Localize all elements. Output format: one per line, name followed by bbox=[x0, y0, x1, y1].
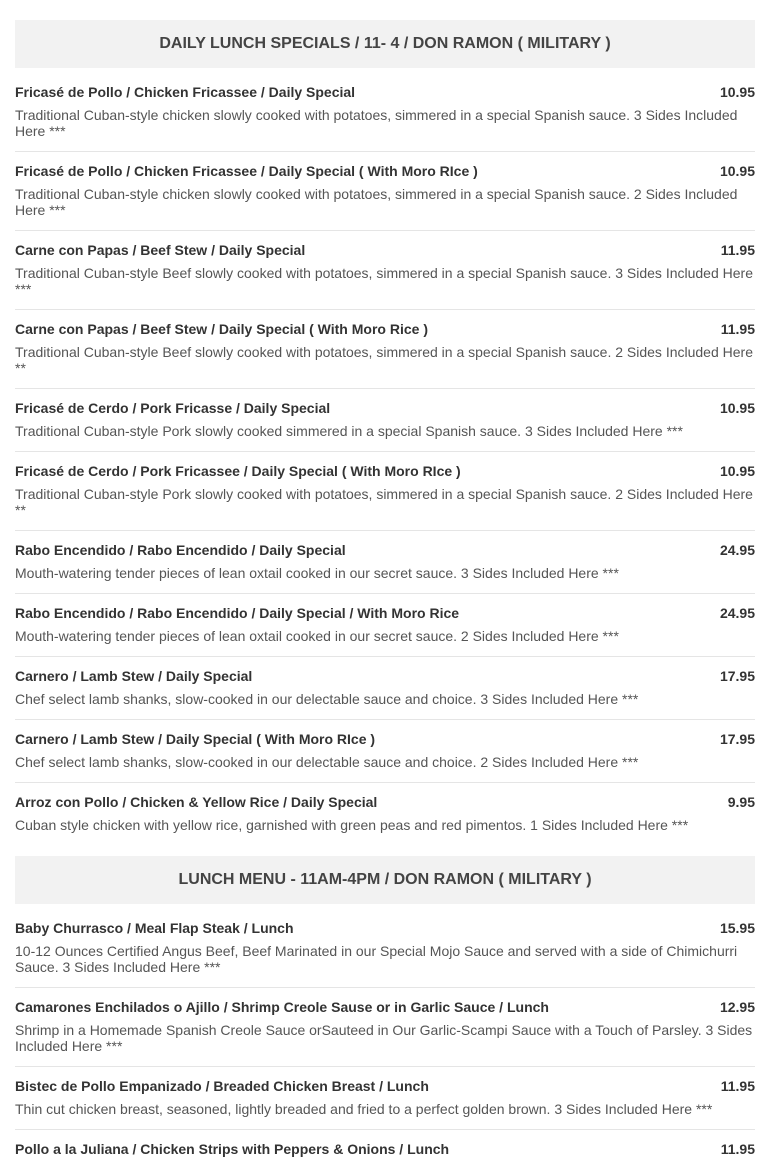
item-description: Shrimp in a Homemade Spanish Creole Sauce orSauteed in Our Garlic-Scampi Sauce with a Touch of Parsley. 3 Sides Included Here *** bbox=[15, 1022, 753, 1054]
item-name: Carne con Papas / Beef Stew / Daily Special ( With Moro Rice ) bbox=[15, 321, 428, 337]
item-description: Traditional Cuban-style Beef slowly cooked with potatoes, simmered in a special Spanish sauce. 3 Sides Included Here *** bbox=[15, 265, 753, 297]
item-name: Fricasé de Pollo / Chicken Fricassee / Daily Special bbox=[15, 84, 356, 100]
menu-page bbox=[15, 0, 755, 1161]
item-name: Rabo Encendido / Rabo Encendido / Daily Special bbox=[15, 542, 346, 558]
item-price: 17.95 bbox=[719, 731, 755, 747]
item-description: Cuban style chicken with yellow rice, garnished with green peas and red pimentos. 1 Sides Included Here *** bbox=[15, 817, 689, 833]
item-name: Baby Churrasco / Meal Flap Steak / Lunch bbox=[15, 920, 294, 936]
item-name: Rabo Encendido / Rabo Encendido / Daily Special / With Moro Rice bbox=[15, 605, 460, 621]
item-name: Bistec de Pollo Empanizado / Breaded Chicken Breast / Lunch bbox=[15, 1078, 429, 1094]
item-price: 10.95 bbox=[719, 400, 755, 416]
item-description: Traditional Cuban-style chicken slowly cooked with potatoes, simmered in a special Spanish sauce. 3 Sides Included Here *** bbox=[15, 107, 738, 139]
item-description: 10-12 Ounces Certified Angus Beef, Beef Marinated in our Special Mojo Sauce and served with a side of Chimichurri Sauce. 3 Sides Included Here *** bbox=[15, 943, 738, 975]
menu-item[interactable] bbox=[15, 84, 755, 152]
menu-item[interactable] bbox=[15, 605, 755, 657]
menu-item[interactable] bbox=[15, 163, 755, 231]
item-price: 10.95 bbox=[719, 163, 755, 179]
item-name: Arroz con Pollo / Chicken & Yellow Rice / Daily Special bbox=[15, 794, 378, 810]
menu-item[interactable] bbox=[15, 463, 755, 531]
menu-item[interactable] bbox=[15, 668, 755, 720]
item-description: Traditional Cuban-style Pork slowly cooked with potatoes, simmered in a special Spanish sauce. 2 Sides Included Here ** bbox=[15, 486, 753, 518]
item-price: 24.95 bbox=[719, 605, 755, 621]
menu-item[interactable] bbox=[15, 794, 755, 845]
item-price: 15.95 bbox=[719, 920, 755, 936]
item-price: 10.95 bbox=[719, 84, 755, 100]
item-price: 12.95 bbox=[719, 999, 755, 1015]
item-description: Chef select lamb shanks, slow-cooked in our delectable sauce and choice. 2 Sides Included Here *** bbox=[15, 754, 639, 770]
item-name: Fricasé de Cerdo / Pork Fricasse / Daily Special bbox=[15, 400, 331, 416]
item-price: 9.95 bbox=[727, 794, 755, 810]
item-price: 11.95 bbox=[720, 1078, 755, 1094]
item-price: 11.95 bbox=[720, 1141, 755, 1157]
menu-item[interactable] bbox=[15, 920, 755, 988]
menu-item[interactable] bbox=[15, 999, 755, 1067]
item-name: Carnero / Lamb Stew / Daily Special bbox=[15, 668, 253, 684]
item-description: Mouth-watering tender pieces of lean oxtail cooked in our secret sauce. 2 Sides Included Here *** bbox=[15, 628, 619, 644]
item-description: Mouth-watering tender pieces of lean oxtail cooked in our secret sauce. 3 Sides Included Here *** bbox=[15, 565, 619, 581]
item-price: 10.95 bbox=[719, 463, 755, 479]
item-name: Fricasé de Pollo / Chicken Fricassee / Daily Special ( With Moro RIce ) bbox=[15, 163, 478, 179]
item-name: Carnero / Lamb Stew / Daily Special ( With Moro RIce ) bbox=[15, 731, 376, 747]
item-description: Thin cut chicken breast, seasoned, lightly breaded and fried to a perfect golden brown. 3 Sides Included Here *** bbox=[15, 1101, 713, 1117]
section-header-daily-specials: DAILY LUNCH SPECIALS / 11- 4 / DON RAMON ( MILITARY ) bbox=[15, 20, 755, 68]
item-name: Camarones Enchilados o Ajillo / Shrimp Creole Sause or in Garlic Sauce / Lunch bbox=[15, 999, 549, 1015]
item-description: Chef select lamb shanks, slow-cooked in our delectable sauce and choice. 3 Sides Included Here *** bbox=[15, 691, 639, 707]
menu-item[interactable] bbox=[15, 1141, 755, 1161]
item-price: 11.95 bbox=[720, 242, 755, 258]
menu-item[interactable] bbox=[15, 731, 755, 783]
item-price: 11.95 bbox=[720, 321, 755, 337]
item-description: Traditional Cuban-style Pork slowly cooked simmered in a special Spanish sauce. 3 Sides Included Here *** bbox=[15, 423, 683, 439]
section-header-lunch-menu: LUNCH MENU - 11AM-4PM / DON RAMON ( MILITARY ) bbox=[15, 856, 755, 904]
item-name: Carne con Papas / Beef Stew / Daily Special bbox=[15, 242, 306, 258]
item-description: Traditional Cuban-style Beef slowly cooked with potatoes, simmered in a special Spanish sauce. 2 Sides Included Here ** bbox=[15, 344, 753, 376]
item-description: Traditional Cuban-style chicken slowly cooked with potatoes, simmered in a special Spanish sauce. 2 Sides Included Here *** bbox=[15, 186, 738, 218]
item-name: Fricasé de Cerdo / Pork Fricassee / Daily Special ( With Moro RIce ) bbox=[15, 463, 461, 479]
item-price: 17.95 bbox=[719, 668, 755, 684]
menu-item[interactable] bbox=[15, 321, 755, 389]
menu-item[interactable] bbox=[15, 542, 755, 594]
menu-item[interactable] bbox=[15, 400, 755, 452]
item-price: 24.95 bbox=[719, 542, 755, 558]
menu-item[interactable] bbox=[15, 242, 755, 310]
item-name: Pollo a la Juliana / Chicken Strips with Peppers & Onions / Lunch bbox=[15, 1141, 450, 1157]
menu-item[interactable] bbox=[15, 1078, 755, 1130]
